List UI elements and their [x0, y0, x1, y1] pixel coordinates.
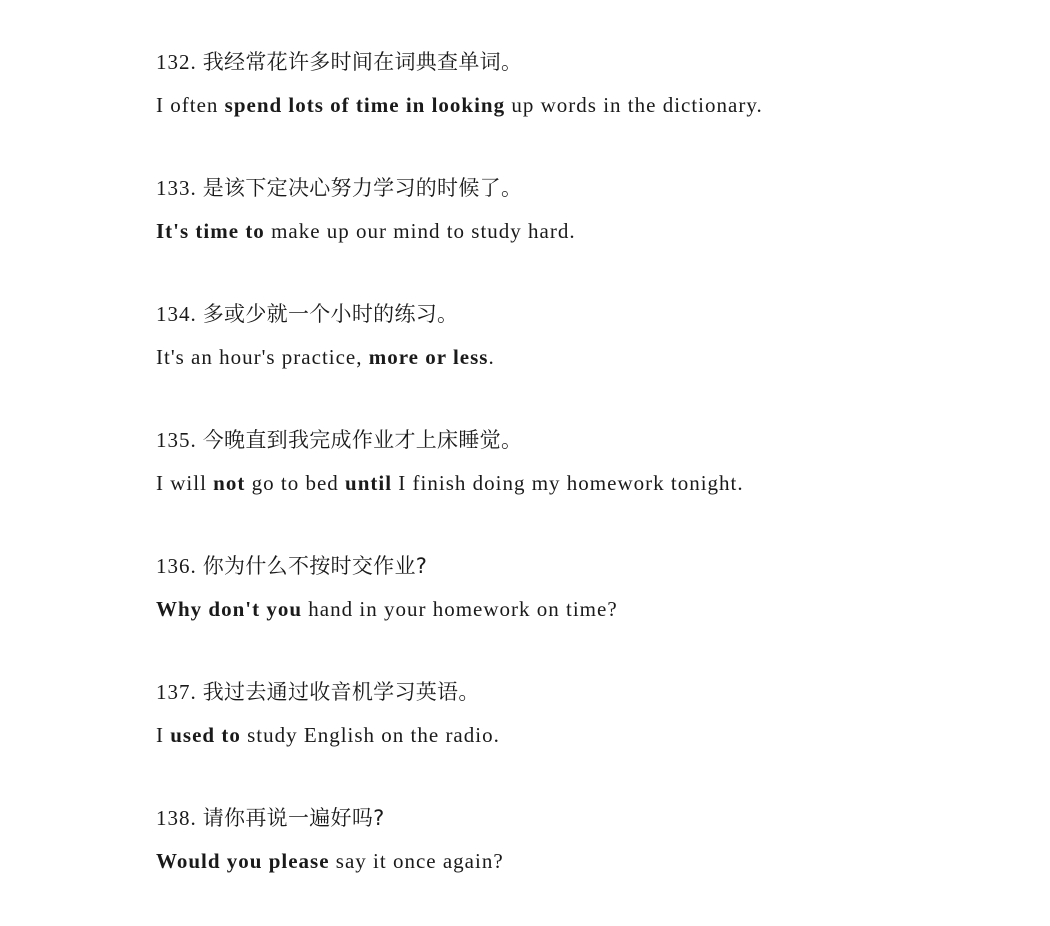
english-sentence [156, 844, 504, 878]
chinese-sentence [156, 170, 522, 206]
entry-number: 132. [156, 50, 197, 74]
english-sentence [156, 718, 500, 752]
entry-number: 135. [156, 428, 197, 452]
chinese-text: 是该下定决心努力学习的时候了。 [202, 176, 523, 200]
entry-135 [156, 422, 1016, 548]
chinese-sentence [156, 422, 522, 458]
chinese-text: 你为什么不按时交作业? [202, 554, 428, 578]
entry-133 [156, 170, 1016, 296]
english-segment: say it once again? [329, 849, 504, 873]
english-segment: hand in your homework on time? [302, 597, 618, 621]
key-phrase: more or less [368, 345, 489, 369]
english-segment: I [156, 723, 171, 747]
entry-138 [156, 800, 1016, 926]
english-segment: study English on the radio. [240, 723, 500, 747]
chinese-sentence [156, 44, 522, 80]
english-segment: I finish doing my homework tonight. [392, 471, 744, 495]
entry-number: 137. [156, 680, 197, 704]
sentence-list [156, 44, 1016, 926]
chinese-text: 我过去通过收音机学习英语。 [202, 680, 480, 704]
key-phrase: Would you please [156, 849, 330, 873]
chinese-sentence [156, 548, 427, 584]
chinese-text: 请你再说一遍好吗? [202, 806, 385, 830]
chinese-sentence [156, 800, 385, 836]
english-segment: I often [156, 93, 225, 117]
english-segment: make up our mind to study hard. [264, 219, 576, 243]
english-segment: I will [156, 471, 214, 495]
entry-number: 136. [156, 554, 197, 578]
english-sentence [156, 592, 618, 626]
english-segment: up words in the dictionary. [505, 93, 763, 117]
key-phrase: Why don't you [156, 597, 303, 621]
key-phrase: used to [170, 723, 241, 747]
english-sentence [156, 466, 744, 500]
chinese-sentence [156, 296, 458, 332]
key-phrase: It's time to [156, 219, 265, 243]
entry-number: 134. [156, 302, 197, 326]
chinese-text: 我经常花许多时间在词典查单词。 [202, 50, 523, 74]
chinese-sentence [156, 674, 480, 710]
english-segment: It's an hour's practice, [156, 345, 369, 369]
key-phrase: spend lots of time in looking [224, 93, 506, 117]
entry-number: 133. [156, 176, 197, 200]
key-phrase: until [345, 471, 393, 495]
entry-137 [156, 674, 1016, 800]
key-phrase: not [213, 471, 246, 495]
english-sentence [156, 340, 495, 374]
english-segment: go to bed [245, 471, 346, 495]
english-sentence [156, 214, 576, 248]
entry-number: 138. [156, 806, 197, 830]
entry-136 [156, 548, 1016, 674]
entry-134 [156, 296, 1016, 422]
chinese-text: 多或少就一个小时的练习。 [202, 302, 459, 326]
entry-132 [156, 44, 1016, 170]
english-sentence [156, 88, 763, 122]
chinese-text: 今晚直到我完成作业才上床睡觉。 [202, 428, 523, 452]
english-segment: . [488, 345, 495, 369]
